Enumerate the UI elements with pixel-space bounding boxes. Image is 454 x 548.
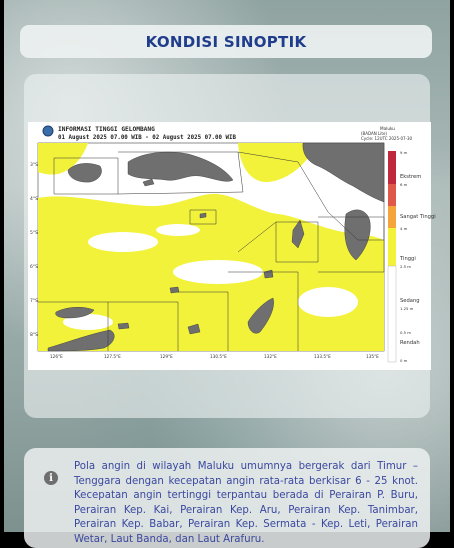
island-leti xyxy=(118,323,129,329)
lon-label: 135°E xyxy=(366,354,379,359)
map-title: INFORMASI TINGGI GELOMBANG xyxy=(58,126,155,133)
island-banda xyxy=(200,213,206,218)
lat-label: 5°S xyxy=(30,231,38,236)
legend-tick: 9 m xyxy=(400,150,408,155)
synoptic-description: Pola angin di wilayah Maluku umumnya bergerak dari Timur – Tenggara dengan kecepatan angin rata-rata berkisar 6 - 25 knot. Kecepatan angin tertinggi terpantau berada di Perairan P. Buru, Perairan Kep. Kai, Perairan Kep. Aru, Perairan Kep. Tanimbar, Perairan Kep. Babar, Perairan Kep. Sermata - Kep. Leti, Perairan Wetar, Laut Banda, dan Laut Arafuru. xyxy=(74,461,418,545)
legend xyxy=(388,150,436,363)
legend-category: Rendah xyxy=(400,340,420,346)
legend-tick: 2.5 m xyxy=(400,264,411,269)
lat-label: 6°S xyxy=(30,265,38,270)
bmkg-logo xyxy=(43,126,53,136)
lon-label: 133.5°E xyxy=(314,354,331,359)
wave-height-map[interactable] xyxy=(28,122,436,370)
background xyxy=(4,0,450,545)
legend-tick: 0 m xyxy=(400,358,408,363)
map-area xyxy=(38,143,384,351)
lon-label: 130.5°E xyxy=(210,354,227,359)
lon-label: 127.5°E xyxy=(104,354,121,359)
map-model: (BADAN Lite) xyxy=(361,131,387,136)
legend-category: Tinggi xyxy=(400,256,416,262)
lon-label: 126°E xyxy=(50,354,63,359)
lat-label: 4°S xyxy=(30,197,38,202)
lat-label: 7°S xyxy=(30,299,38,304)
info-icon: i xyxy=(44,471,58,485)
lat-label: 3°S xyxy=(30,163,38,168)
title-bar xyxy=(20,25,432,58)
lon-label: 132°E xyxy=(264,354,277,359)
map-period: 01 August 2025 07.00 WIB - 02 August 2025 07.00 WIB xyxy=(58,135,236,141)
legend-tick: 1.25 m xyxy=(400,306,414,311)
legend-tick: 0.5 m xyxy=(400,330,411,335)
map-run: Cycle: 12UTC 2025-07-30 xyxy=(361,136,413,141)
lon-label: 129°E xyxy=(160,354,173,359)
lat-label: 8°S xyxy=(30,333,38,338)
page-title: KONDISI SINOPTIK xyxy=(145,32,307,51)
legend-category: Sangat Tinggi xyxy=(400,214,436,220)
legend-category: Ekstrem xyxy=(400,174,422,180)
legend-category: Sedang xyxy=(400,298,420,304)
legend-tick: 6 m xyxy=(400,182,408,187)
legend-tick: 4 m xyxy=(400,226,408,231)
island-small-1 xyxy=(170,287,179,293)
map-region: Maluku xyxy=(380,126,395,131)
